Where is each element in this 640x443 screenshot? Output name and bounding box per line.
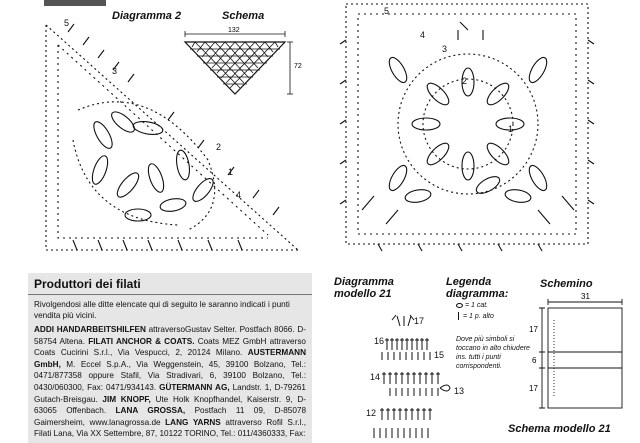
row-15-label: 15 bbox=[434, 350, 445, 360]
legend-item-chain bbox=[456, 302, 488, 309]
producer-details: Ute Holk Knopfhandel, Kaiserstr. 9, D-63065 Offenbach. bbox=[34, 394, 306, 416]
producer-name: ADDI HANDARBEITSHILFEN bbox=[34, 325, 146, 334]
diagram-2-round-2: 2 bbox=[216, 142, 222, 152]
producers-intro: Rivolgendosi alle ditte elencate qui di seguito le saranno indicati i punti vendita più vicini. bbox=[34, 300, 290, 320]
schemino-label-mid: 6 bbox=[532, 356, 537, 365]
schemino-width: 31 bbox=[581, 292, 590, 301]
diagram-2-round-1: 1 bbox=[228, 167, 234, 177]
schema-height-label: 72 bbox=[294, 63, 302, 70]
schema-title: Schema bbox=[222, 10, 265, 22]
row-13-label: 13 bbox=[454, 386, 465, 396]
producer-name: FILATI ANCHOR & COATS. bbox=[88, 336, 195, 346]
motif-round-2: 2 bbox=[462, 76, 468, 86]
legend-note: Dove più simboli si toccano in alto chiudere ins. tutti i punti corrispondenti. bbox=[456, 336, 530, 370]
schemino-label-top: 17 bbox=[529, 325, 538, 334]
producers-title: Produttori dei filati bbox=[28, 273, 312, 295]
legend-title: Legenda diagramma: bbox=[446, 276, 509, 300]
schema-21-title: Schema modello 21 bbox=[508, 423, 611, 435]
diagram-2-round-3: 3 bbox=[112, 66, 118, 76]
producer-details: Coats MEZ GmbH attraverso Coats Cucirini S.r.l., Via Vespucci, 2, 20124 Milano. bbox=[34, 336, 306, 358]
producer-details: attraverso Rofil S.r.l., Filati Lana, Via XX Settembre, 87, 10122 TORINO, Tel.: 011/4360333, Fax: bbox=[34, 417, 306, 439]
motif-round-1: 1 bbox=[508, 124, 514, 134]
schemino-figure bbox=[526, 290, 630, 420]
diagram-2-round-5: 5 bbox=[64, 18, 70, 28]
producers-list bbox=[28, 324, 312, 440]
diagram-21-title: Diagramma modello 21 bbox=[334, 276, 394, 300]
row-12-label: 12 bbox=[366, 408, 377, 418]
square-motif-chart bbox=[338, 0, 598, 252]
producer-details: Landstr. 1, D-79261 Gutach-Breisgau. bbox=[34, 382, 306, 404]
legend-text-chain: = 1 cat. bbox=[464, 302, 489, 309]
motif-round-5: 5 bbox=[384, 6, 390, 16]
producer-details: Postfach 11 09, D-85078 Gaimersheim, www.lanagrossa.de bbox=[34, 406, 307, 427]
legend-item-dc bbox=[456, 312, 494, 320]
producer-name: AUSTERMANN GmbH, bbox=[34, 348, 306, 369]
producer-name: LANA GROSSA, bbox=[115, 406, 186, 416]
row-14-label: 14 bbox=[370, 372, 381, 382]
producer-name: GÜTERMANN AG, bbox=[159, 382, 230, 392]
producer-details: attraversoGustav Selter. Postfach 8066. D-58754 Altena. bbox=[34, 325, 306, 346]
row-16-label: 16 bbox=[374, 336, 385, 346]
yarn-producers-box bbox=[28, 273, 312, 443]
producer-details: M. Eccel S.p.A., Via Weggenstein, 45, 39100 Bolzano, Tel.: 0471/877358 oppure Stafil, Via Stradivari, 6, 39100 Bolzano, Tel.: 0430/060300, Fax: 0471/934143. bbox=[34, 359, 306, 392]
schema-width-label: 132 bbox=[228, 27, 240, 34]
schema-figure bbox=[180, 22, 305, 102]
legend-text-dc: = 1 p. alto bbox=[462, 312, 494, 320]
chain-icon bbox=[456, 303, 463, 308]
double-crochet-icon bbox=[458, 312, 459, 320]
row-17-label: 17 bbox=[414, 316, 425, 326]
producer-name: LANG YARNS bbox=[165, 417, 221, 427]
motif-round-4: 4 bbox=[420, 30, 426, 40]
diagram-2-round-4: 4 bbox=[236, 190, 242, 200]
motif-round-3: 3 bbox=[442, 44, 448, 54]
schemino-label-bottom: 17 bbox=[529, 384, 538, 393]
producer-name: JIM KNOPF, bbox=[102, 394, 151, 404]
photo-strip bbox=[44, 0, 106, 6]
schemino-title: Schemino bbox=[540, 278, 593, 290]
diagram-2-title: Diagramma 2 bbox=[112, 10, 182, 22]
diagram-21-chart bbox=[362, 308, 482, 440]
